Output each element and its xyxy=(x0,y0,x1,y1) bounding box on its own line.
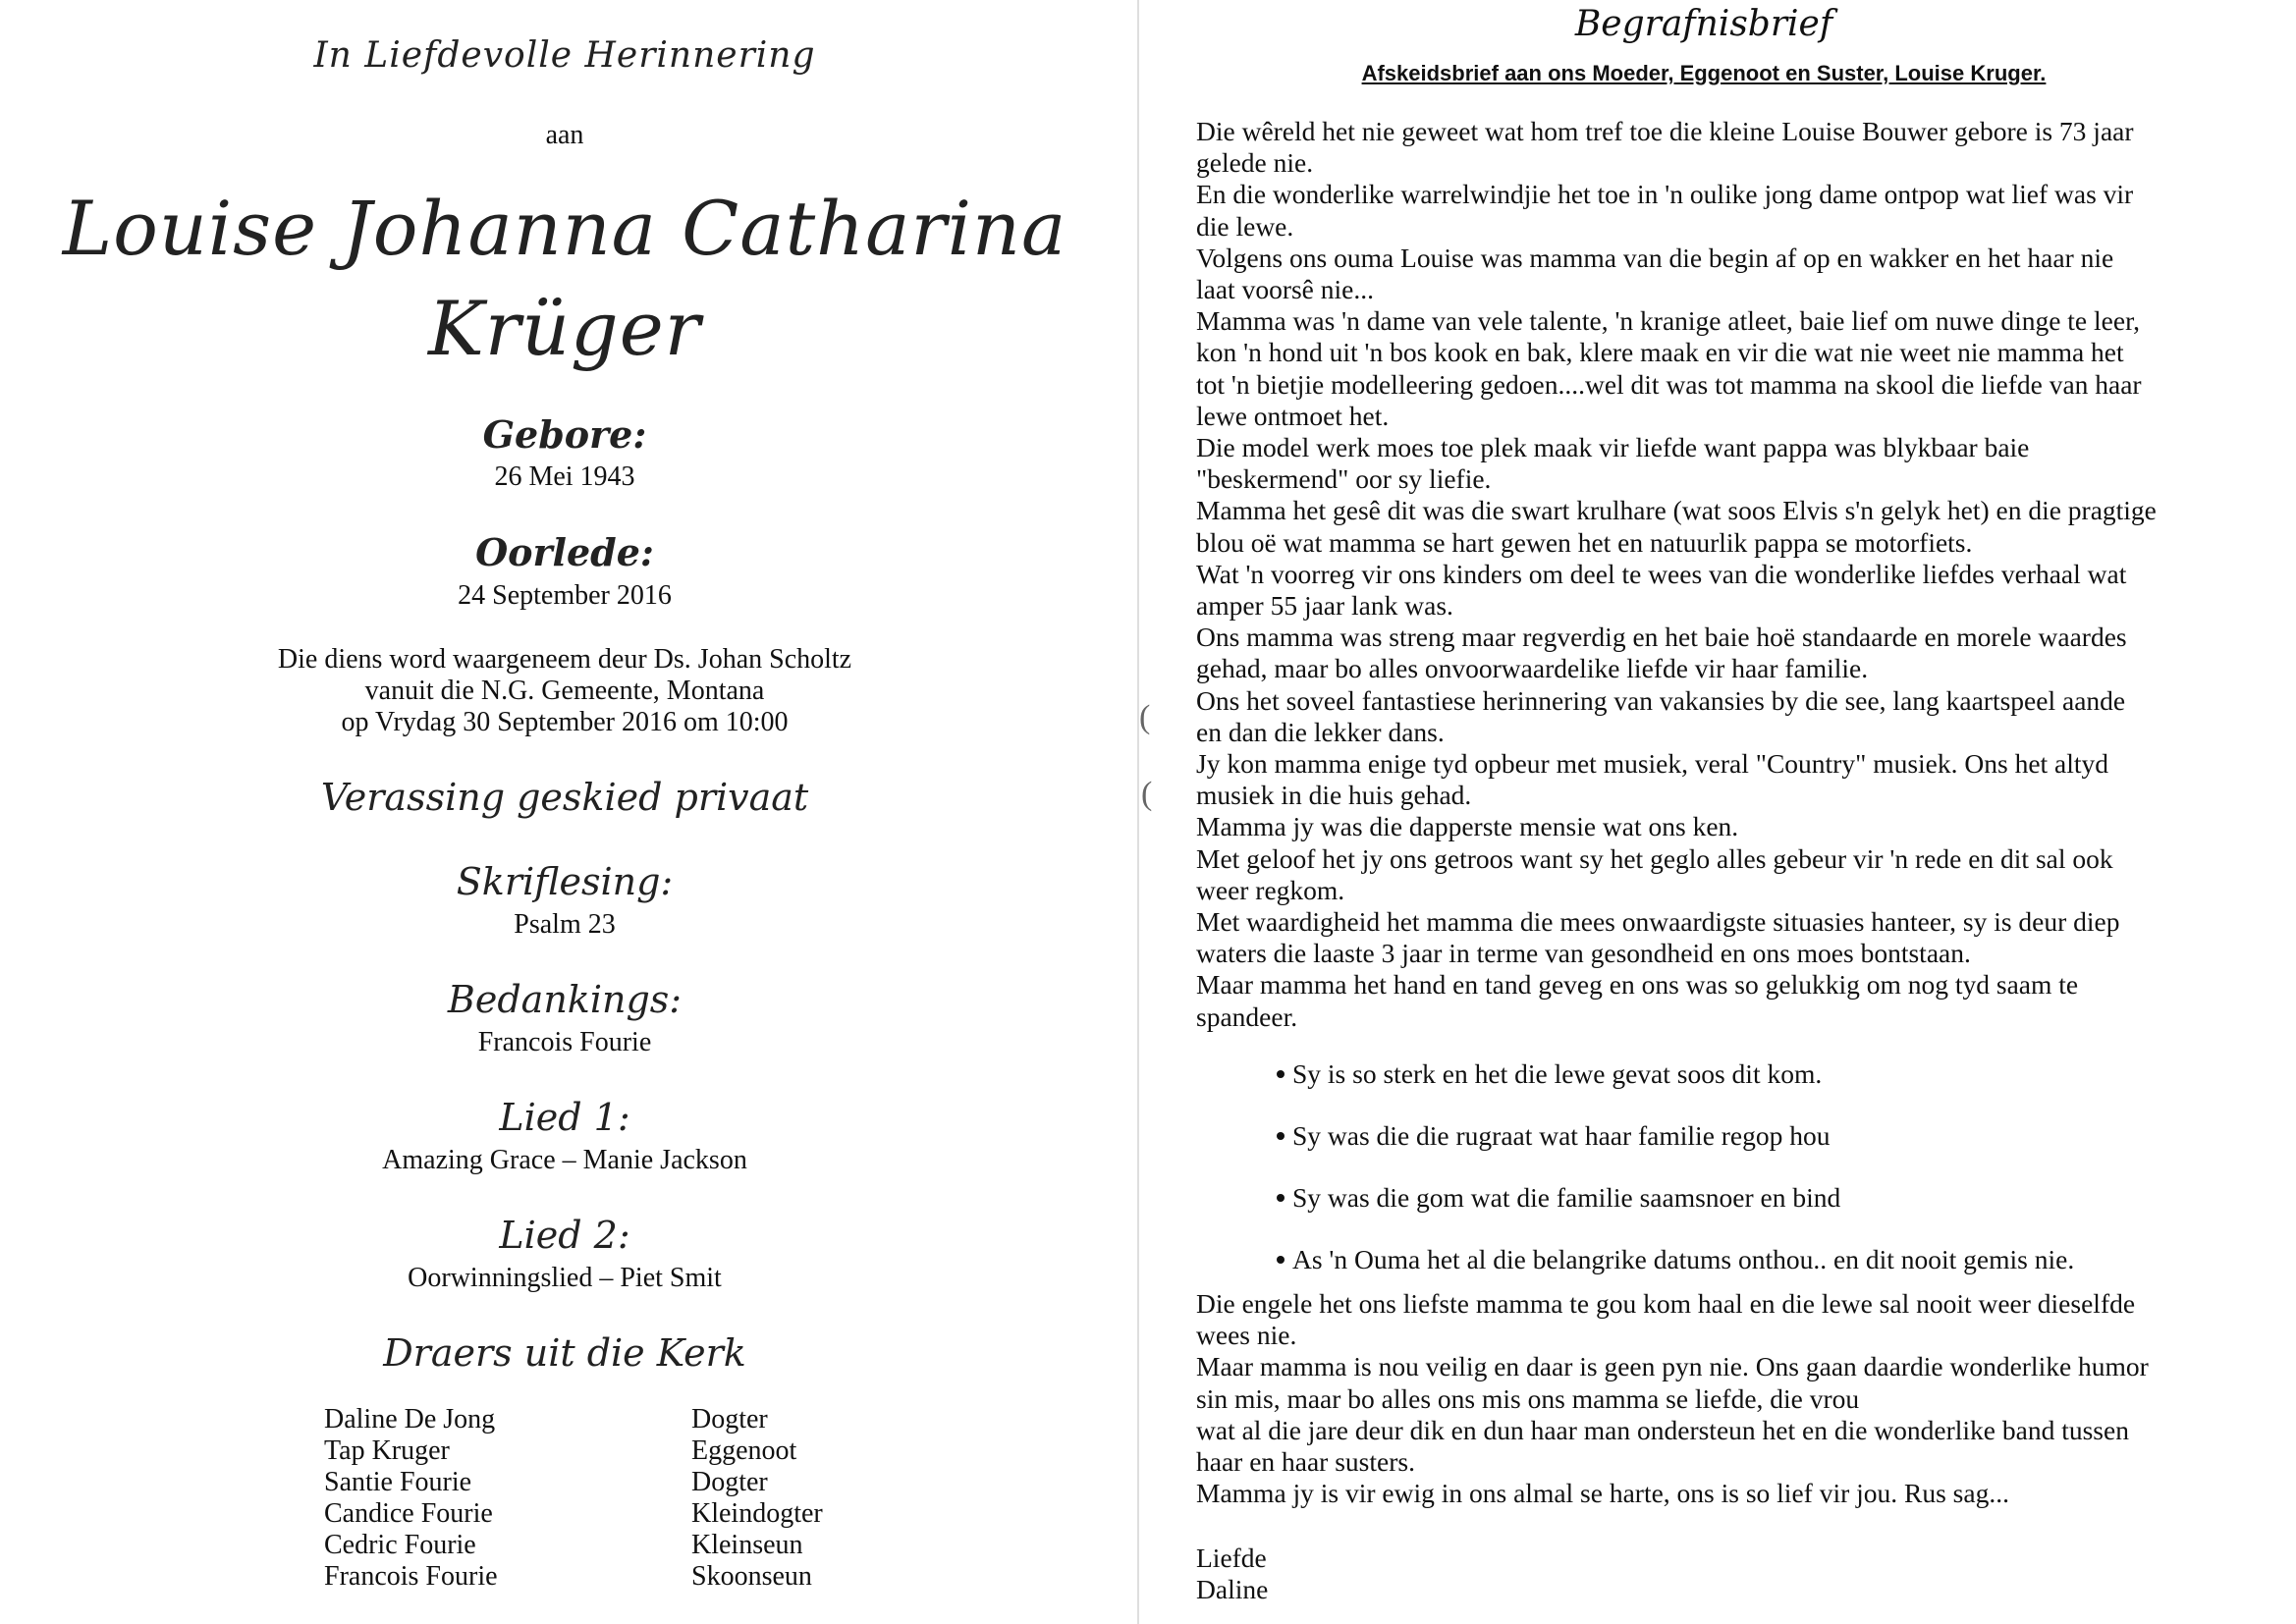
list-item xyxy=(1277,1182,1840,1214)
bullet-icon xyxy=(1277,1256,1285,1264)
letter-line: "beskermend" oor sy liefie. xyxy=(1196,463,1492,495)
born-date: 26 Mei 1943 xyxy=(494,461,635,492)
letter-line: lewe ontmoet het. xyxy=(1196,400,1390,431)
bearer-row xyxy=(324,1435,1011,1467)
list-item xyxy=(1277,1120,1831,1152)
letter-line: Met waardigheid het mamma die mees onwaardigste situasies hanteer, sy is deur diep xyxy=(1196,906,2120,938)
letter-line: gelede nie. xyxy=(1196,147,1314,179)
deceased-name-line2: Krüger xyxy=(427,285,701,372)
letter-line: Mamma was 'n dame van vele talente, 'n kranige atleet, baie lief om nuwe dinge te leer, xyxy=(1196,305,2140,337)
letter-line: sin mis, maar bo alles ons mis ons mamma se liefde, die vrou xyxy=(1196,1382,1860,1414)
letter-line: laat voorsê nie... xyxy=(1196,274,1374,305)
song1-label: Lied 1: xyxy=(499,1096,630,1139)
list-item-text: Sy is so sterk en het die lewe gevat soos dit kom. xyxy=(1292,1058,1823,1089)
bearer-name: Cedric Fourie xyxy=(324,1530,476,1560)
bearer-row xyxy=(324,1404,1011,1435)
letter-line: Mamma jy is vir ewig in ons almal se harte, ons is so lief vir jou. Rus sag... xyxy=(1196,1478,2009,1509)
bearer-relation: Kleinseun xyxy=(691,1530,803,1560)
deceased-name-line1: Louise Johanna Catharina xyxy=(62,185,1067,272)
thanks-text: Francois Fourie xyxy=(477,1027,652,1057)
left-page xyxy=(0,0,1139,1624)
right-page xyxy=(1139,0,2296,1624)
service-line-2: vanuit die N.G. Gemeente, Montana xyxy=(364,676,765,706)
letter-line: en dan die lekker dans. xyxy=(1196,716,1445,747)
letter-line: wees nie. xyxy=(1196,1320,1297,1351)
letter-line: weer regkom. xyxy=(1196,874,1345,905)
bearer-row xyxy=(324,1561,1011,1593)
reading-text: Psalm 23 xyxy=(514,909,616,940)
bearer-relation: Dogter xyxy=(691,1404,768,1435)
list-item-text: Sy was die gom wat die familie saamsnoer en bind xyxy=(1292,1182,1841,1213)
letter-subtitle: Afskeidsbrief aan ons Moeder, Eggenoot en Suster, Louise Kruger. xyxy=(1361,61,2047,85)
letter-line: En die wonderlike warrelwindjie het toe in 'n oulike jong dame ontpop wat lief was vir xyxy=(1196,179,2134,210)
letter-line: Maar mamma het hand en tand geveg en ons was so gelukkig om nog tyd saam te xyxy=(1196,969,2079,1001)
bearers-list xyxy=(324,1404,1011,1593)
letter-line: amper 55 jaar lank was. xyxy=(1196,590,1453,622)
letter-line: haar en haar susters. xyxy=(1196,1446,1415,1478)
list-item-text: As 'n Ouma het al die belangrike datums onthou.. en dit nooit gemis nie. xyxy=(1292,1244,2075,1274)
bearer-row xyxy=(324,1530,1011,1561)
letter-title: Begrafnisbrief xyxy=(1574,4,1833,44)
bearer-relation: Kleindogter xyxy=(691,1498,823,1529)
letter-line: kon 'n hond uit 'n bos kook en bak, klere maak en vir die wat nie weet nie mamma het xyxy=(1196,337,2124,368)
letter-body-end xyxy=(1196,1288,2267,1509)
scan-mark: ( xyxy=(1141,776,1153,812)
letter-line: blou oë wat mamma se hart gewen het en natuurlik pappa se motorfiets. xyxy=(1196,526,1973,558)
letter-line: Maar mamma is nou veilig en daar is geen pyn nie. Ons gaan daardie wonderlike humor xyxy=(1196,1351,2149,1382)
bearer-relation: Eggenoot xyxy=(691,1435,797,1466)
bearer-name: Tap Kruger xyxy=(324,1435,450,1466)
letter-line: Ons het soveel fantastiese herinnering van vakansies by die see, lang kaartspeel aande xyxy=(1196,684,2126,716)
died-date: 24 September 2016 xyxy=(458,580,672,611)
cremation-note: Verassing geskied privaat xyxy=(320,776,809,819)
letter-line: Mamma het gesê dit was die swart krulhare (wat soos Elvis s'n gelyk het) en die pragtige xyxy=(1196,495,2157,526)
scan-mark: ( xyxy=(1139,699,1151,735)
bearer-name: Santie Fourie xyxy=(324,1467,472,1497)
letter-line: Ons mamma was streng maar regverdig en het baie hoë standaarde en morele waardes xyxy=(1196,622,2127,653)
bearers-label: Draers uit die Kerk xyxy=(383,1331,746,1375)
letter-body xyxy=(1196,116,2267,1033)
letter-line: Wat 'n voorreg vir ons kinders om deel te wees van die wonderlike liefdes verhaal wat xyxy=(1196,558,2127,589)
bearer-name: Candice Fourie xyxy=(324,1498,493,1529)
song2-label: Lied 2: xyxy=(499,1214,630,1257)
bullet-icon xyxy=(1277,1194,1285,1202)
letter-line: Die engele het ons liefste mamma te gou kom haal en die lewe sal nooit weer dieselfde xyxy=(1196,1288,2136,1319)
service-line-1: Die diens word waargeneem deur Ds. Johan Scholtz xyxy=(277,644,852,675)
letter-line: wat al die jare deur dik en dun haar man ondersteun het en die wonderlike band tussen xyxy=(1196,1414,2129,1445)
bearer-name: Daline De Jong xyxy=(324,1404,496,1435)
service-line-3: op Vrydag 30 September 2016 om 10:00 xyxy=(341,707,789,737)
letter-line: spandeer. xyxy=(1196,1001,1298,1032)
letter-line: Volgens ons ouma Louise was mamma van die begin af op en wakker en het haar nie xyxy=(1196,242,2114,273)
letter-line: Met geloof het jy ons getroos want sy het geglo alles gebeur vir 'n rede en dit sal ook xyxy=(1196,842,2113,874)
letter-line: die lewe. xyxy=(1196,210,1294,242)
letter-line: musiek in die huis gehad. xyxy=(1196,780,1472,811)
thanks-label: Bedankings: xyxy=(447,978,683,1021)
letter-line: Jy kon mamma enige tyd opbeur met musiek, veral "Country" musiek. Ons het altyd xyxy=(1196,748,2109,780)
letter-line: Mamma jy was die dapperste mensie wat ons ken. xyxy=(1196,811,1739,842)
letter-line: gehad, maar bo alles onvoorwaardelike liefde vir haar familie. xyxy=(1196,653,1869,684)
closing-word: Liefde xyxy=(1196,1543,1267,1573)
memorial-heading: In Liefdevolle Herinnering xyxy=(313,35,816,76)
bearer-row xyxy=(324,1498,1011,1530)
list-item xyxy=(1277,1244,2074,1275)
letter-line: Die model werk moes toe plek maak vir liefde want pappa was blykbaar baie xyxy=(1196,432,2030,463)
song1-text: Amazing Grace – Manie Jackson xyxy=(382,1145,747,1175)
reading-label: Skriflesing: xyxy=(456,860,674,903)
letter-line: tot 'n bietjie modelleering gedoen....wel dit was tot mamma na skool die liefde van haar xyxy=(1196,368,2142,400)
signature: Daline xyxy=(1196,1574,1269,1604)
list-item xyxy=(1277,1058,1822,1090)
list-item-text: Sy was die die rugraat wat haar familie regop hou xyxy=(1292,1120,1831,1151)
died-label: Oorlede: xyxy=(475,530,654,574)
bullet-icon xyxy=(1277,1132,1285,1140)
bearer-name: Francois Fourie xyxy=(324,1561,498,1592)
bearer-relation: Skoonseun xyxy=(691,1561,812,1592)
bullet-icon xyxy=(1277,1070,1285,1078)
born-label: Gebore: xyxy=(482,412,647,457)
letter-line: waters die laaste 3 jaar in terme van gesondheid en ons moes bontstaan. xyxy=(1196,938,1971,969)
bearer-relation: Dogter xyxy=(691,1467,768,1497)
aan-text: aan xyxy=(545,120,584,150)
letter-line: Die wêreld het nie geweet wat hom tref toe die kleine Louise Bouwer gebore is 73 jaar xyxy=(1196,116,2134,146)
song2-text: Oorwinningslied – Piet Smit xyxy=(408,1263,722,1293)
bearer-row xyxy=(324,1467,1011,1498)
